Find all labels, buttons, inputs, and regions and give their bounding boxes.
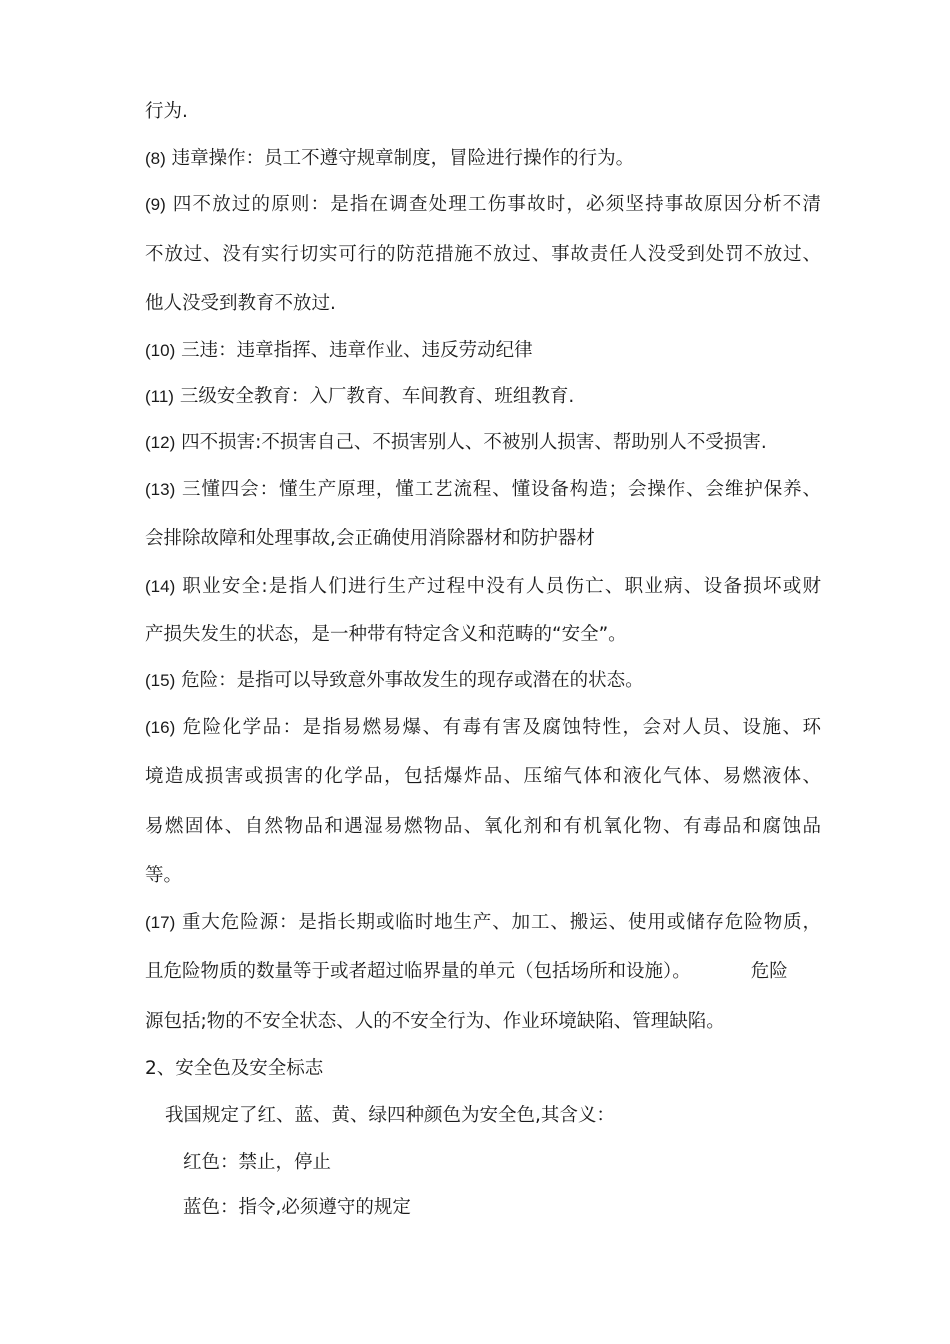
paragraph-line: 等。	[145, 865, 183, 886]
item-number: (9)	[145, 195, 166, 214]
paragraph-line: 我国规定了红、蓝、黄、绿四种颜色为安全色,其含义：	[165, 1105, 615, 1126]
list-item-8: (8) 违章操作：员工不遵守规章制度，冒险进行操作的行为。	[145, 148, 635, 169]
paragraph-line: 他人没受到教育不放过.	[145, 293, 336, 314]
list-item-16: (16) 危险化学品：是指易燃易爆、有毒有害及腐蚀特性，会对人员、设施、环	[145, 717, 821, 738]
list-item-9: (9) 四不放过的原则：是指在调查处理工伤事故时，必须坚持事故原因分析不清	[145, 194, 821, 215]
paragraph-line: 产损失发生的状态，是一种带有特定含义和范畴的“安全”。	[145, 624, 627, 645]
section-heading: 2、安全色及安全标志	[145, 1058, 324, 1079]
list-item-15: (15) 危险：是指可以导致意外事故发生的现存或潜在的状态。	[145, 670, 644, 691]
paragraph-line: 境造成损害或损害的化学品，包括爆炸品、压缩气体和液化气体、易燃液体、	[145, 766, 821, 787]
list-item-11: (11) 三级安全教育：入厂教育、车间教育、班组教育.	[145, 386, 575, 407]
paragraph-line: 会排除故障和处理事故,会正确使用消除器材和防护器材	[145, 528, 595, 549]
list-item-17: (17) 重大危险源：是指长期或临时地生产、加工、搬运、使用或储存危险物质，	[145, 912, 821, 933]
list-item-10: (10) 三违：违章指挥、违章作业、违反劳动纪律	[145, 340, 533, 361]
item-number: (14)	[145, 577, 176, 596]
item-number: (12)	[145, 433, 176, 452]
item-number: (8)	[145, 149, 166, 168]
item-number: (16)	[145, 718, 176, 737]
list-item-13: (13) 三懂四会：懂生产原理，懂工艺流程、懂设备构造；会操作、会维护保养、	[145, 479, 821, 500]
item-number: (13)	[145, 480, 176, 499]
list-item-14: (14) 职业安全:是指人们进行生产过程中没有人员伤亡、职业病、设备损坏或财	[145, 576, 821, 597]
paragraph-line: 且危险物质的数量等于或者超过临界量的单元（包括场所和设施）。 危险	[145, 961, 788, 982]
paragraph-line: 易燃固体、自然物品和遇湿易燃物品、氧化剂和有机氧化物、有毒品和腐蚀品	[145, 816, 821, 837]
color-meaning-red: 红色：禁止，停止	[183, 1152, 332, 1173]
paragraph-line: 行为.	[145, 101, 188, 122]
list-item-12: (12) 四不损害:不损害自己、不损害别人、不被别人损害、帮助别人不受损害.	[145, 432, 767, 453]
item-number: (10)	[145, 341, 176, 360]
item-number: (11)	[145, 387, 174, 406]
paragraph-line: 源包括;物的不安全状态、人的不安全行为、作业环境缺陷、管理缺陷。	[145, 1011, 725, 1032]
line-tail: 危险	[750, 961, 788, 982]
paragraph-line: 不放过、没有实行切实可行的防范措施不放过、事故责任人没受到处罚不放过、	[145, 244, 821, 265]
color-meaning-blue: 蓝色：指令,必须遵守的规定	[183, 1197, 411, 1218]
item-number: (17)	[145, 913, 176, 932]
item-number: (15)	[145, 671, 176, 690]
